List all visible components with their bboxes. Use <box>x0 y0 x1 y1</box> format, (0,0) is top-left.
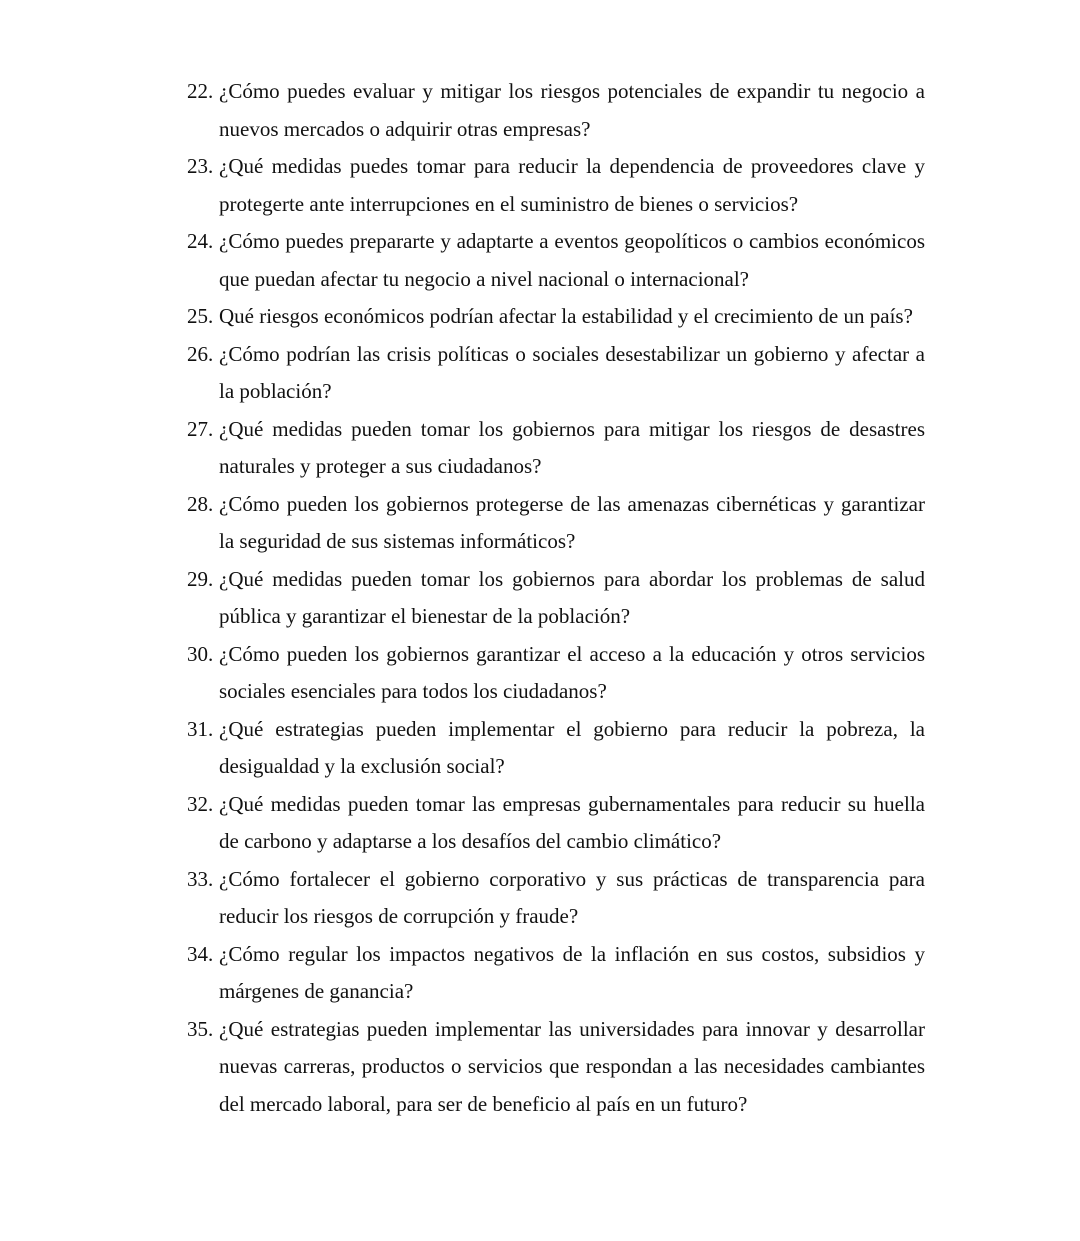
question-item <box>178 486 925 561</box>
question-list <box>178 73 925 1123</box>
question-text: ¿Cómo pueden los gobiernos protegerse de las amenazas cibernéticas y garantizar la seguridad de sus sistemas informáticos? <box>219 491 925 553</box>
question-item <box>178 411 925 486</box>
question-text: ¿Cómo regular los impactos negativos de la inflación en sus costos, subsidios y márgenes de ganancia? <box>219 941 925 1003</box>
question-text: ¿Qué estrategias pueden implementar las universidades para innovar y desarrollar nuevas carreras, productos o servicios que respondan a las necesidades cambiantes del mercado laboral, para ser de beneficio al país en un futuro? <box>219 1016 925 1116</box>
question-item <box>178 711 925 786</box>
question-number: 34. <box>187 941 214 966</box>
question-item <box>178 936 925 1011</box>
question-text: ¿Qué medidas pueden tomar los gobiernos para abordar los problemas de salud pública y garantizar el bienestar de la población? <box>219 566 925 628</box>
question-text: ¿Cómo puedes prepararte y adaptarte a eventos geopolíticos o cambios económicos que puedan afectar tu negocio a nivel nacional o internacional? <box>219 229 925 291</box>
question-text: Qué riesgos económicos podrían afectar la estabilidad y el crecimiento de un país? <box>219 304 913 328</box>
question-item <box>178 861 925 936</box>
question-item <box>178 561 925 636</box>
question-item <box>178 1011 925 1124</box>
question-number: 25. <box>187 304 214 328</box>
question-item <box>178 636 925 711</box>
question-number: 32. <box>187 791 214 816</box>
question-text: ¿Qué medidas pueden tomar las empresas gubernamentales para reducir su huella de carbono y adaptarse a los desafíos del cambio climático? <box>219 791 925 853</box>
question-text: ¿Cómo puedes evaluar y mitigar los riesgos potenciales de expandir tu negocio a nuevos mercados o adquirir otras empresas? <box>219 79 925 141</box>
question-item <box>178 786 925 861</box>
question-number: 24. <box>187 229 214 253</box>
question-number: 35. <box>187 1016 214 1041</box>
question-item <box>178 73 925 148</box>
question-text: ¿Qué medidas puedes tomar para reducir la dependencia de proveedores clave y protegerte ante interrupciones en el suministro de bienes o servicios? <box>219 154 925 216</box>
question-number: 23. <box>187 154 214 178</box>
question-number: 30. <box>187 641 214 666</box>
question-item <box>178 148 925 223</box>
question-item <box>178 298 925 336</box>
question-item <box>178 223 925 298</box>
question-number: 27. <box>187 416 214 441</box>
question-item <box>178 336 925 411</box>
question-text: ¿Cómo fortalecer el gobierno corporativo y sus prácticas de transparencia para reducir los riesgos de corrupción y fraude? <box>219 866 925 928</box>
question-number: 26. <box>187 341 214 366</box>
question-number: 29. <box>187 566 214 591</box>
question-text: ¿Qué estrategias pueden implementar el gobierno para reducir la pobreza, la desigualdad y la exclusión social? <box>219 716 925 778</box>
question-number: 31. <box>187 716 214 741</box>
question-text: ¿Qué medidas pueden tomar los gobiernos para mitigar los riesgos de desastres naturales y proteger a sus ciudadanos? <box>219 416 925 478</box>
question-number: 33. <box>187 866 214 891</box>
question-number: 22. <box>187 79 214 103</box>
question-number: 28. <box>187 491 214 516</box>
question-text: ¿Cómo podrían las crisis políticas o sociales desestabilizar un gobierno y afectar a la población? <box>219 341 925 403</box>
question-text: ¿Cómo pueden los gobiernos garantizar el acceso a la educación y otros servicios sociales esenciales para todos los ciudadanos? <box>219 641 925 703</box>
